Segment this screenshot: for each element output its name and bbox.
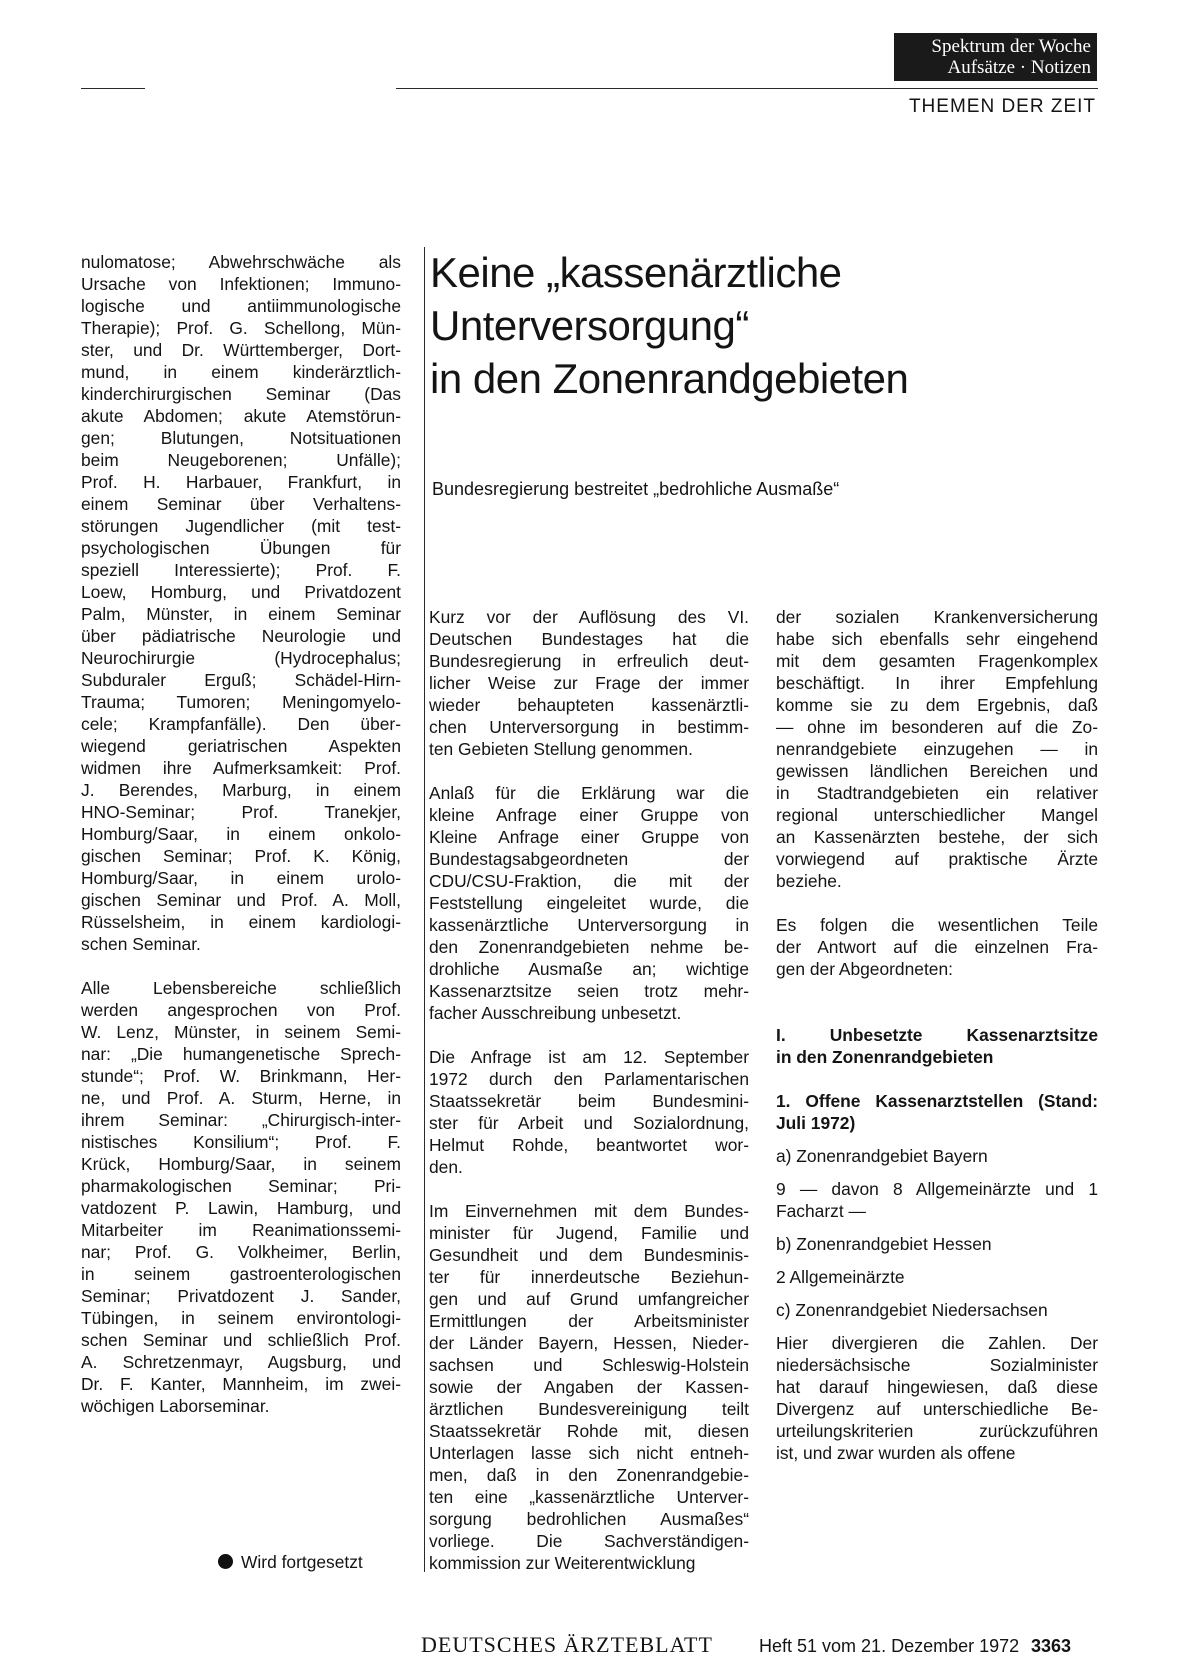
text-line: akute Abdomen; akute Atemstörun- [81,406,401,426]
text-line: werden angesprochen von Prof. [81,1000,401,1020]
paragraph-gap [429,1178,749,1200]
text-line: Helmut Rohde, beantwortet wor- [429,1135,749,1155]
column-divider [424,247,425,1572]
text-line: ne, und Prof. A. Sturm, Herne, in [81,1088,401,1108]
text-line: a) Zonenrandgebiet Bayern [776,1146,988,1166]
paragraph-gap [776,892,1098,914]
paragraph-gap [429,760,749,782]
section-heading-line: 1. Offene Kassenarztstellen (Stand: [776,1091,1098,1111]
section-heading-line: Juli 1972) [776,1113,856,1133]
text-line: gen; Blutungen, Notsituationen [81,428,401,448]
badge-line-1: Spektrum der Woche [931,36,1091,57]
text-line: ten eine „kassenärztliche Unterver- [429,1487,749,1507]
headline-line: Unterversorgung“ [430,302,749,349]
text-line: Bundestagsabgeordneten der [429,849,749,869]
text-line: minister für Jugend, Familie und [429,1223,749,1243]
text-line: Feststellung eingeleitet wurde, die [429,893,749,913]
text-line: beim Neugeborenen; Unfälle); [81,450,401,470]
text-line: über pädiatrische Neurologie und [81,626,401,646]
text-line: stunde“; Prof. W. Brinkmann, Her- [81,1066,401,1086]
text-line: vorwiegend auf praktische Ärzte [776,849,1098,869]
text-line: widmen ihre Aufmerksamkeit: Prof. [81,758,401,778]
text-line: beschäftigt. In ihrer Empfehlung [776,673,1098,693]
text-line: drohliche Ausmaße an; wichtige [429,959,749,979]
text-line: HNO-Seminar; Prof. Tranekjer, [81,802,401,822]
text-line: Gesundheit und dem Bundesminis- [429,1245,749,1265]
paragraph-gap [429,1024,749,1046]
text-line: Es folgen die wesentlichen Teile [776,915,1098,935]
text-line: 1972 durch den Parlamentarischen [429,1069,749,1089]
text-line: Staatssekretär Rohde mit, diesen [429,1421,749,1441]
text-line: in seinem gastroenterologischen [81,1264,401,1284]
paragraph-gap [81,955,401,977]
text-line: beziehe. [776,871,842,891]
headline-line: Keine „kassenärztliche [430,249,842,296]
text-line: c) Zonenrandgebiet Niedersachsen [776,1300,1048,1320]
text-line: Im Einvernehmen mit dem Bundes- [429,1201,749,1221]
paragraph-gap [776,1002,1098,1024]
text-line: ster für Arbeit und Sozialordnung, [429,1113,749,1133]
text-line: Kassenarztsitze seien trotz mehr- [429,981,749,1001]
text-line: gen und auf Grund umfangreicher [429,1289,749,1309]
text-line: Hier divergieren die Zahlen. Der [776,1333,1098,1353]
badge-line-2: Aufsätze · Notizen [947,57,1091,78]
text-line: gen der Abgeordneten: [776,959,953,979]
text-line: Prof. H. Harbauer, Frankfurt, in [81,472,401,492]
text-line: b) Zonenrandgebiet Hessen [776,1234,992,1254]
text-line: nulomatose; Abwehrschwäche als [81,252,401,272]
text-line: licher Weise zur Frage der immer [429,673,749,693]
paragraph-gap [776,1321,1098,1332]
text-line: Seminar; Privatdozent J. Sander, [81,1286,401,1306]
section-heading-line: in den Zonenrandgebieten [776,1047,994,1067]
text-line: Krück, Homburg/Saar, in seinem [81,1154,401,1174]
text-line: schen Seminar. [81,934,201,954]
text-line: ihrem Seminar: „Chirurgisch-inter- [81,1110,401,1130]
section-label: THEMEN DER ZEIT [908,96,1096,117]
bullet-dot-icon [218,1554,233,1569]
right-column [776,606,1098,1464]
text-line: ster, und Dr. Württemberger, Dort- [81,340,401,360]
text-line: hat darauf hingewiesen, daß diese [776,1377,1098,1397]
text-line: — ohne im besonderen auf die Zo- [776,717,1098,737]
text-line: der Antwort auf die einzelnen Fra- [776,937,1098,957]
text-line: mund, in einem kinderärztlich- [81,362,401,382]
text-line: gischen Seminar und Prof. A. Moll, [81,890,401,910]
text-line: den Zonenrandgebieten nehme be- [429,937,749,957]
paragraph-gap [776,1134,1098,1145]
text-line: Kurz vor der Auflösung des VI. [429,607,749,627]
text-line: Palm, Münster, in einem Seminar [81,604,401,624]
text-line: schen Seminar und schließlich Prof. [81,1330,401,1350]
text-line: Dr. F. Kanter, Mannheim, im zwei- [81,1374,401,1394]
text-line: pharmakologischen Seminar; Pri- [81,1176,401,1196]
text-line: der sozialen Krankenversicherung [776,607,1098,627]
text-line: psychologischen Übungen für [81,538,401,558]
article-subtitle: Bundesregierung bestreitet „bedrohliche Ausmaße“ [432,479,840,499]
text-line: Divergenz auf unterschiedliche Be- [776,1399,1098,1419]
text-line: gewissen ländlichen Bereichen und [776,761,1098,781]
text-line: vorliege. Die Sachverständigen- [429,1531,749,1551]
text-line: Ursache von Infektionen; Immuno- [81,274,401,294]
text-line: komme sie zu dem Ergebnis, daß [776,695,1098,715]
text-line: sowie der Angaben der Kassen- [429,1377,749,1397]
text-line: an Kassenärzten bestehe, der sich [776,827,1098,847]
text-line: in Stadtrandgebieten ein relativer [776,783,1098,803]
text-line: Ermittlungen der Arbeitsminister [429,1311,749,1331]
text-line: Anlaß für die Erklärung war die [429,783,749,803]
paragraph-gap [776,980,1098,1002]
paragraph-gap [776,1222,1098,1233]
article-headline [430,246,908,405]
text-line: chen Unterversorgung in bestimm- [429,717,749,737]
text-line: speziell Interessierte); Prof. F. [81,560,401,580]
text-line: Homburg/Saar, in einem urolo- [81,868,401,888]
text-line: logische und antiimmunologische [81,296,401,316]
text-line: wöchigen Laborseminar. [81,1396,270,1416]
text-line: mit dem gesamten Fragenkomplex [776,651,1098,671]
text-line: Mitarbeiter im Reanimationssemi- [81,1220,401,1240]
section-heading-line: I. Unbesetzte Kassenarztsitze [776,1025,1098,1045]
publication-name: DEUTSCHES ÄRZTEBLATT [421,1632,713,1657]
text-line: Loew, Homburg, und Privatdozent [81,582,401,602]
text-line: J. Berendes, Marburg, in einem [81,780,401,800]
text-line: sorgung bedrohlichen Ausmaßes“ [429,1509,749,1529]
text-line: habe sich ebenfalls sehr eingehend [776,629,1098,649]
paragraph-gap [776,1068,1098,1090]
text-line: kinderchirurgischen Seminar (Das [81,384,401,404]
text-line: kommission zur Weiterentwicklung [429,1553,696,1573]
text-line: Subduraler Erguß; Schädel-Hirn- [81,670,401,690]
header-rule-right [396,88,1098,89]
text-line: Facharzt — [776,1201,866,1221]
text-line: niedersächsische Sozialminister [776,1355,1098,1375]
text-line: ärztlichen Bundesvereinigung teilt [429,1399,749,1419]
text-line: W. Lenz, Münster, in seinem Semi- [81,1022,401,1042]
text-line: kleine Anfrage einer Gruppe von [429,805,749,825]
text-line: A. Schretzenmayr, Augsburg, und [81,1352,401,1372]
text-line: gischen Seminar; Prof. K. König, [81,846,401,866]
text-line: Neurochirurgie (Hydrocephalus; [81,648,401,668]
text-line: men, daß in den Zonenrandgebie- [429,1465,749,1485]
text-line: 2 Allgemeinärzte [776,1267,905,1287]
text-line: den. [429,1157,463,1177]
text-line: CDU/CSU-Fraktion, die mit der [429,871,749,891]
text-line: Die Anfrage ist am 12. September [429,1047,749,1067]
text-line: ten Gebieten Stellung genommen. [429,739,693,759]
paragraph-gap [776,1167,1098,1178]
text-line: facher Ausschreibung unbesetzt. [429,1003,682,1023]
continued-note [218,1551,363,1573]
text-line: urteilungskriterien zurückzuführen [776,1421,1098,1441]
text-line: nar; Prof. G. Volkheimer, Berlin, [81,1242,401,1262]
text-line: ist, und zwar wurden als offene [776,1443,1016,1463]
text-line: Alle Lebensbereiche schließlich [81,978,401,998]
page-number: 3363 [1031,1636,1072,1656]
issue-info: Heft 51 vom 21. Dezember 1972 [759,1636,1020,1656]
paragraph-gap [776,1255,1098,1266]
headline-line: in den Zonenrandgebieten [430,355,909,402]
text-line: Bundesregierung in erfreulich deut- [429,651,749,671]
section-badge [894,33,1097,81]
text-line: kassenärztliche Unterversorgung in [429,915,749,935]
text-line: nar: „Die humangenetische Sprech- [81,1044,401,1064]
continued-label: Wird fortgesetzt [241,1552,363,1572]
text-line: Tübingen, in seinem environtologi- [81,1308,401,1328]
text-line: wiegend geriatrischen Aspekten [81,736,401,756]
text-line: Rüsselsheim, in einem kardiologi- [81,912,401,932]
text-line: Unterlagen lasse sich nicht entneh- [429,1443,749,1463]
text-line: sachsen und Schleswig-Holstein [429,1355,749,1375]
text-line: Kleine Anfrage einer Gruppe von [429,827,749,847]
text-line: regional unterschiedlicher Mangel [776,805,1098,825]
text-line: Homburg/Saar, in einem onkolo- [81,824,401,844]
paragraph-gap [776,1288,1098,1299]
header-rule-left [81,88,145,89]
left-column [81,251,401,1417]
text-line: cele; Krampfanfälle). Den über- [81,714,401,734]
text-line: nenrandgebiete einzugehen — in [776,739,1098,759]
text-line: vatdozent P. Lawin, Hamburg, und [81,1198,401,1218]
text-line: störungen Jugendlicher (mit test- [81,516,401,536]
text-line: wieder behaupteten kassenärztli- [429,695,749,715]
middle-column [429,606,749,1574]
text-line: Deutschen Bundestages hat die [429,629,749,649]
text-line: 9 — davon 8 Allgemeinärzte und 1 [776,1179,1098,1199]
text-line: Therapie); Prof. G. Schellong, Mün- [81,318,401,338]
text-line: Trauma; Tumoren; Meningomyelo- [81,692,401,712]
text-line: einem Seminar über Verhaltens- [81,494,401,514]
text-line: der Länder Bayern, Hessen, Nieder- [429,1333,749,1353]
text-line: Staatssekretär beim Bundesmini- [429,1091,749,1111]
text-line: nistisches Konsilium“; Prof. F. [81,1132,401,1152]
text-line: ter für innerdeutsche Beziehun- [429,1267,749,1287]
